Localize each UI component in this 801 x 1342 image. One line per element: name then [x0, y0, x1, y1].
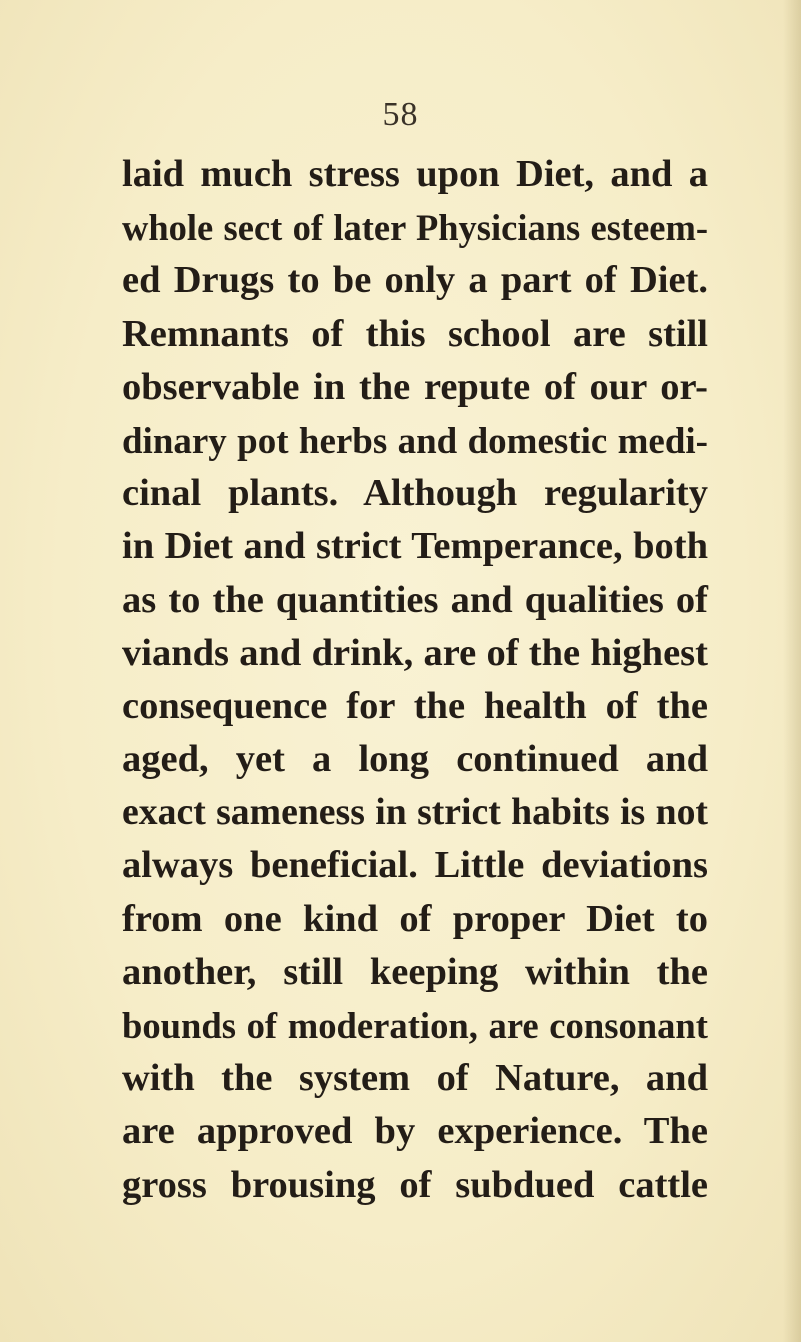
text-line: consequence for the health of the — [122, 684, 708, 727]
text-line: from one kind of proper Diet to — [122, 897, 708, 940]
text-line: cinal plants. Although regularity — [122, 472, 708, 515]
text-line: whole sect of later Physicians esteem- — [122, 207, 708, 249]
text-line: with the system of Nature, and — [122, 1057, 708, 1100]
text-line: dinary pot herbs and domestic medi- — [122, 419, 708, 461]
text-line: laid much stress upon Diet, and a — [122, 153, 708, 195]
text-line: in Diet and strict Temperance, both — [122, 525, 708, 568]
text-line: bounds of moderation, are consonant — [122, 1005, 708, 1046]
text-line: viands and drink, are of the highest — [122, 631, 708, 674]
text-line: always beneficial. Little deviations — [122, 844, 708, 887]
page-edge-shadow — [783, 0, 801, 1342]
text-line: gross brousing of subdued cattle — [122, 1163, 708, 1206]
body-text — [122, 148, 708, 1212]
text-line: ed Drugs to be only a part of Diet. — [122, 259, 708, 302]
text-line: as to the quantities and qualities of — [122, 578, 708, 621]
text-line: Remnants of this school are still — [122, 312, 708, 355]
page-number: 58 — [382, 96, 419, 133]
text-line: aged, yet a long continued and — [122, 738, 708, 781]
text-line: are approved by experience. The — [122, 1110, 708, 1153]
text-line: another, still keeping within the — [122, 950, 708, 993]
text-line: observable in the repute of our or- — [122, 365, 708, 408]
text-line: exact sameness in strict habits is not — [122, 791, 708, 834]
